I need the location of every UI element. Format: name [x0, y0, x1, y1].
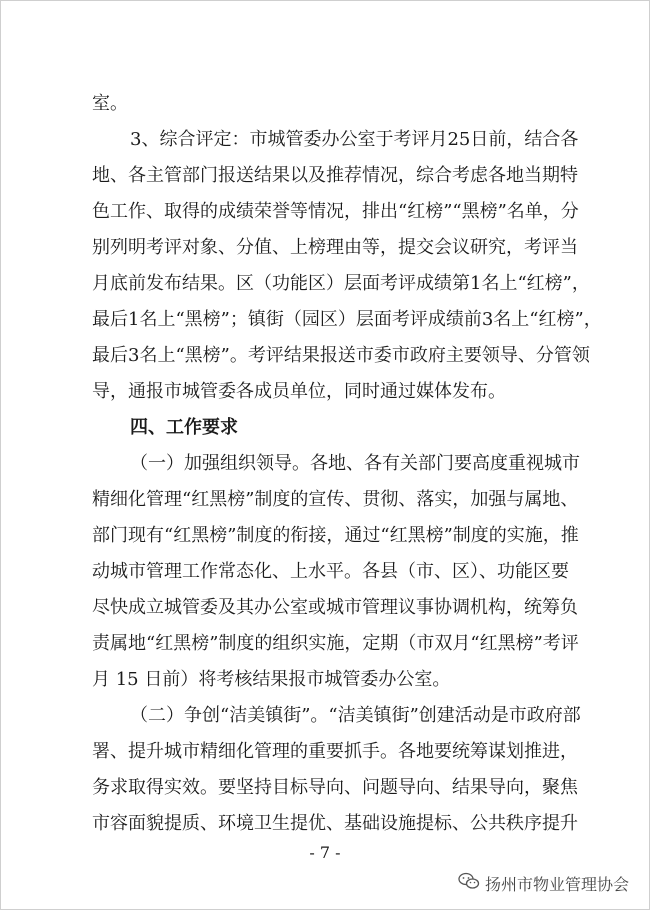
text-line: 3、综合评定：市城管委办公室于考评月25日前，结合各 — [130, 129, 579, 150]
text-line: 月 15 日前）将考核结果报市城管委办公室。 — [92, 669, 451, 690]
text-line: （二）争创“洁美镇街”。“洁美镇街”创建活动是市政府部 — [130, 705, 581, 726]
page-number: - 7 - — [309, 843, 341, 862]
text-line: 务求取得实效。要坚持目标导向、问题导向、结果导向，聚焦 — [92, 777, 578, 798]
section-heading: 四、工作要求 — [130, 417, 238, 438]
text-line: 署、提升城市精细化管理的重要抓手。各地要统筹谋划推进， — [92, 741, 578, 762]
text-line: 部门现有“红黑榜”制度的衔接，通过“红黑榜”制度的实施，推 — [92, 525, 579, 546]
wechat-icon — [458, 872, 480, 894]
text-line: 责属地“红黑榜”制度的组织实施，定期（市双月“红黑榜”考评 — [92, 633, 579, 654]
text-line: 最后1名上“黑榜”；镇街（园区）层面考评成绩前3名上“红榜”， — [92, 309, 602, 330]
text-line: 动城市管理工作常态化、上水平。各县（市、区）、功能区要 — [92, 561, 569, 582]
text-line: 室。 — [92, 93, 128, 114]
text-line: 地、各主管部门报送结果以及推荐情况，综合考虑各地当期特 — [92, 165, 578, 186]
watermark — [458, 870, 629, 896]
text-line: （一）加强组织领导。各地、各有关部门要高度重视城市 — [130, 453, 580, 474]
text-line: 导，通报市城管委各成员单位，同时通过媒体发布。 — [92, 381, 506, 402]
watermark-text: 扬州市物业管理协会 — [485, 874, 630, 894]
text-line: 最后3名上“黑榜”。考评结果报送市委市政府主要领导、分管领 — [92, 345, 590, 366]
text-line: 市容面貌提质、环境卫生提优、基础设施提标、公共秩序提升 — [92, 813, 578, 834]
text-line: 色工作、取得的成绩荣誉等情况，排出“红榜”“黑榜”名单，分 — [92, 201, 579, 222]
text-line: 精细化管理“红黑榜”制度的宣传、贯彻、落实，加强与属地、 — [92, 489, 579, 510]
text-line: 月底前发布结果。区（功能区）层面考评成绩第1名上“红榜”， — [92, 273, 590, 294]
text-line: 尽快成立城管委及其办公室或城市管理议事协调机构，统筹负 — [92, 597, 578, 618]
text-line: 别列明考评对象、分值、上榜理由等，提交会议研究，考评当 — [92, 237, 578, 258]
